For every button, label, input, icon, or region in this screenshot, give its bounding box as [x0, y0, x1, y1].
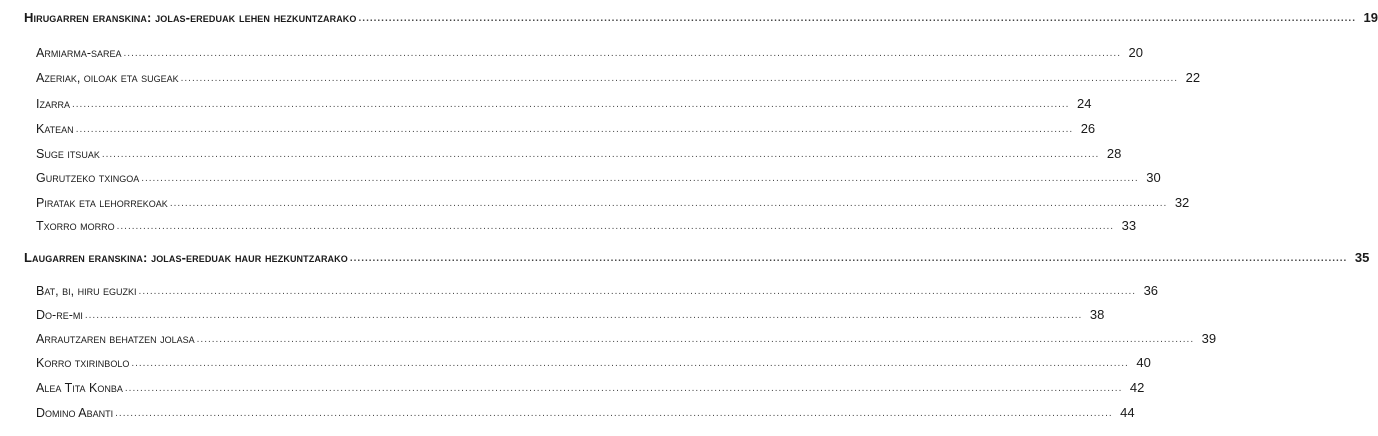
- page-number: 22: [1185, 70, 1201, 85]
- dot-leader: [115, 408, 1112, 419]
- entry-title: Arrautzaren behatzen jolasa: [36, 332, 195, 346]
- toc-entry[interactable]: [0, 307, 1105, 322]
- entry-title: Bat, bi, hiru eguzki: [36, 284, 137, 298]
- dot-leader: [125, 383, 1122, 394]
- dot-leader: [85, 310, 1082, 321]
- page-number: 39: [1201, 331, 1217, 346]
- toc-entry[interactable]: [0, 218, 1137, 233]
- dot-leader: [131, 358, 1128, 369]
- page-number: 24: [1077, 96, 1092, 111]
- dot-leader: [76, 124, 1073, 135]
- toc-entry[interactable]: [0, 170, 1161, 185]
- page-number: 33: [1121, 218, 1137, 233]
- entry-title: Armiarma-sarea: [36, 46, 122, 60]
- entry-title: Alea Tita Konba: [36, 381, 123, 395]
- page-number: 36: [1143, 283, 1159, 298]
- entry-title: Azeriak, oiloak eta sugeak: [36, 71, 179, 85]
- toc-section-laugarren[interactable]: [0, 250, 1370, 265]
- entry-title: Gurutzeko txingoa: [36, 171, 140, 185]
- toc-entry[interactable]: [0, 355, 1151, 370]
- dot-leader: [197, 334, 1194, 345]
- page-number: 20: [1128, 45, 1143, 60]
- section-title: Laugarren eranskina: jolas-ereduak haur hezkuntzarako: [24, 250, 348, 265]
- page-number: 38: [1089, 307, 1105, 322]
- page-number: 44: [1120, 405, 1135, 420]
- dot-leader: [359, 13, 1356, 24]
- dot-leader: [141, 173, 1138, 184]
- toc-entry[interactable]: [0, 121, 1096, 136]
- page-number: 19: [1363, 10, 1378, 25]
- entry-title: Izarra: [36, 97, 70, 111]
- toc-entry[interactable]: [0, 331, 1217, 346]
- page-number: 28: [1106, 146, 1122, 161]
- dot-leader: [72, 99, 1069, 110]
- entry-title: Do-re-mi: [36, 308, 83, 322]
- toc-entry[interactable]: [0, 405, 1135, 420]
- toc-section-hirugarren[interactable]: [0, 10, 1378, 25]
- dot-leader: [124, 48, 1121, 59]
- entry-title: Txorro morro: [36, 219, 115, 233]
- toc-entry[interactable]: [0, 195, 1190, 210]
- dot-leader: [139, 286, 1136, 297]
- page-number: 40: [1136, 355, 1151, 370]
- toc-entry[interactable]: [0, 70, 1201, 85]
- toc-entry[interactable]: [0, 380, 1145, 395]
- dot-leader: [117, 221, 1114, 232]
- entry-title: Domino Abanti: [36, 406, 114, 420]
- section-title: Hirugarren eranskina: jolas-ereduak lehen hezkuntzarako: [24, 10, 357, 25]
- entry-title: Katean: [36, 122, 74, 136]
- dot-leader: [350, 253, 1347, 264]
- toc-entry[interactable]: [0, 96, 1092, 111]
- dot-leader: [170, 198, 1167, 209]
- page-number: 32: [1174, 195, 1190, 210]
- dot-leader: [102, 149, 1099, 160]
- entry-title: Suge itsuak: [36, 147, 100, 161]
- page-number: 35: [1354, 250, 1370, 265]
- entry-title: Korro txirinbolo: [36, 356, 130, 370]
- dot-leader: [181, 73, 1178, 84]
- entry-title: Piratak eta lehorrekoak: [36, 196, 168, 210]
- toc-entry[interactable]: [0, 283, 1159, 298]
- page-number: 30: [1146, 170, 1161, 185]
- page-number: 42: [1129, 380, 1145, 395]
- page-number: 26: [1080, 121, 1096, 136]
- toc-entry[interactable]: [0, 45, 1143, 60]
- toc-entry[interactable]: [0, 146, 1122, 161]
